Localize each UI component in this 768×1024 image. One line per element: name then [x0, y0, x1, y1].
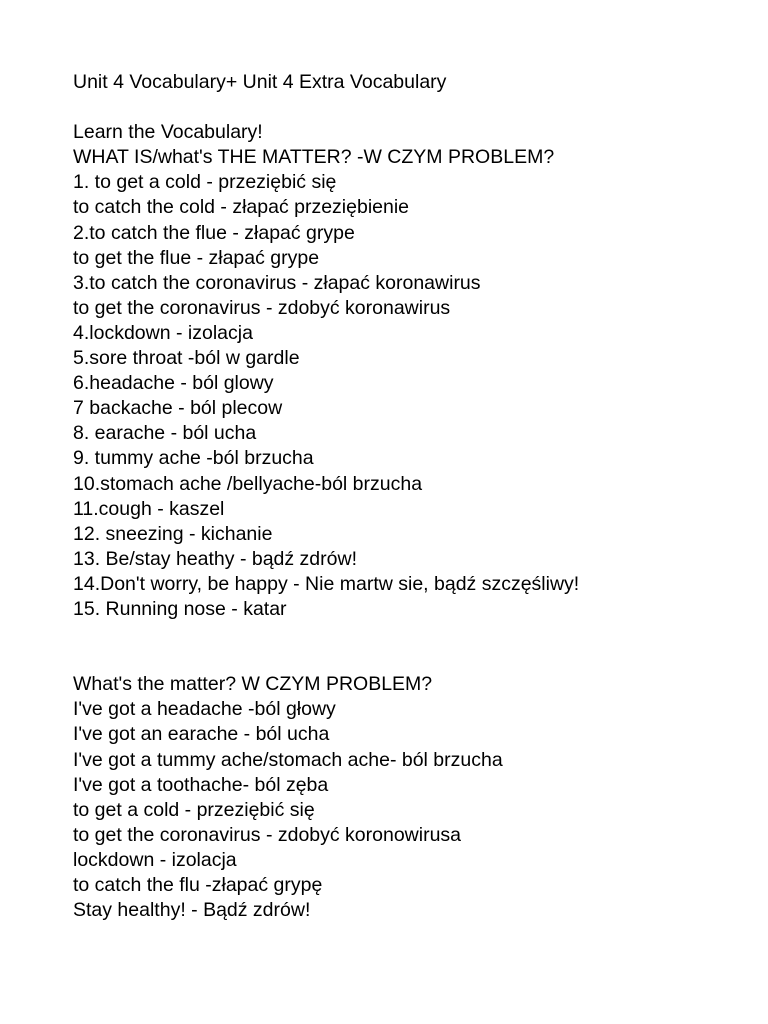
vocab-item: 10.stomach ache /bellyache-ból brzucha	[73, 472, 423, 495]
phrase-item: to get a cold - przeziębić się	[73, 798, 315, 821]
vocab-item: to get the coronavirus - zdobyć koronawirus	[73, 296, 451, 319]
phrase-item: lockdown - izolacja	[73, 848, 237, 871]
spacer	[73, 95, 753, 120]
spacer	[73, 622, 753, 672]
vocab-item: 9. tummy ache -ból brzucha	[73, 447, 314, 470]
vocab-item: 7 backache - ból plecow	[73, 397, 283, 420]
vocab-item: to catch the cold - złapać przeziębienie	[73, 196, 410, 219]
vocab-item: 13. Be/stay heathy - bądź zdrów!	[73, 547, 357, 570]
vocab-item: 12. sneezing - kichanie	[73, 522, 273, 545]
section2-heading: What's the matter? W CZYM PROBLEM?	[73, 673, 433, 696]
vocab-item: 3.to catch the coronavirus - złapać koronawirus	[73, 271, 481, 294]
vocab-item: 11.cough - kaszel	[73, 497, 225, 520]
phrase-item: I've got an earache - ból ucha	[73, 723, 330, 746]
phrase-item: to get the coronavirus - zdobyć koronowirusa	[73, 823, 462, 846]
document-page	[73, 70, 753, 923]
vocab-item: 14.Don't worry, be happy - Nie martw sie, bądź szczęśliwy!	[73, 572, 580, 595]
phrase-item: to catch the flu -złapać grypę	[73, 874, 323, 896]
phrase-item: Stay healthy! - Bądź zdrów!	[73, 899, 311, 922]
vocab-item: 1. to get a cold - przeziębić się	[73, 171, 337, 194]
phrase-item: I've got a tummy ache/stomach ache- ból brzucha	[73, 748, 503, 771]
section1-intro: Learn the Vocabulary!	[73, 121, 263, 144]
vocab-item: 5.sore throat -ból w gardle	[73, 347, 300, 370]
section1-heading: WHAT IS/what's THE MATTER? -W CZYM PROBLEM?	[73, 146, 555, 169]
vocab-item: to get the flue - złapać grype	[73, 246, 320, 269]
document-title: Unit 4 Vocabulary+ Unit 4 Extra Vocabulary	[73, 71, 447, 93]
phrase-item: I've got a headache -ból głowy	[73, 698, 336, 721]
vocab-item: 2.to catch the flue - złapać grype	[73, 221, 355, 244]
phrase-item: I've got a toothache- ból zęba	[73, 773, 329, 796]
vocab-item: 15. Running nose - katar	[73, 597, 287, 620]
vocab-item: 8. earache - ból ucha	[73, 422, 257, 445]
vocab-item: 6.headache - ból glowy	[73, 372, 274, 395]
vocab-item: 4.lockdown - izolacja	[73, 321, 253, 344]
